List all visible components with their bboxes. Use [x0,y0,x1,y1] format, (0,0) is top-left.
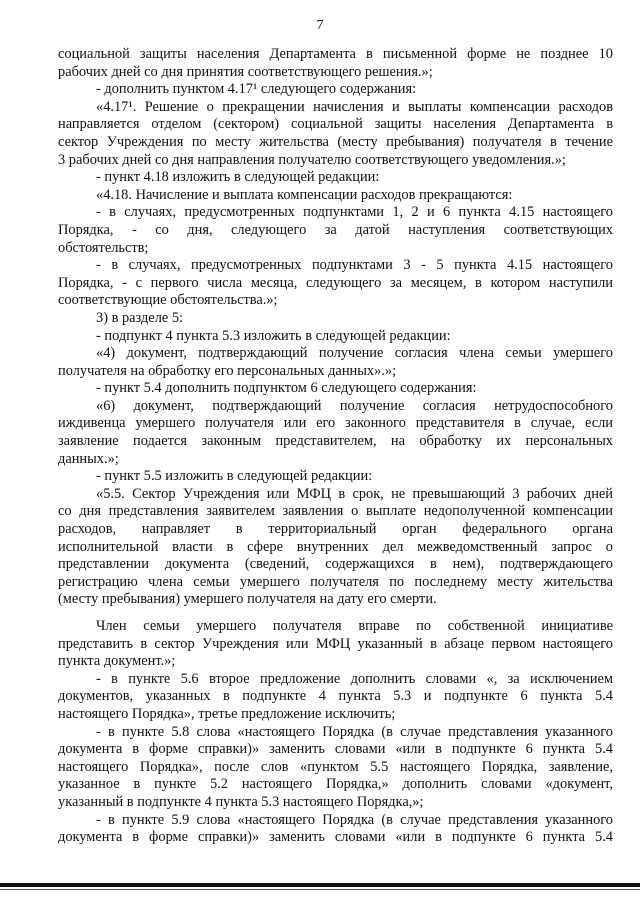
text-line: «4.17¹. Решение о прекращении начисления и выплаты компенсации расходов [96,98,613,115]
text-line: - в случаях, предусмотренных подпунктами 1, 2 и 6 пункта 4.15 настоящего [96,204,613,221]
text-line: документа в форме справки)» заменить словами «или в подпункте 6 пункта 5.4 [58,829,613,846]
text-line: настоящего Порядка», третье предложение исключить; [58,705,396,722]
text-line: Порядка, - со дня, следующего за датой наступления соответствующих [58,221,613,238]
text-line: сектор Учреждения по месту жительства (месту пребывания) получателя в течение [58,133,613,150]
text-line: представлении документа (сведений, содержащихся в нем), подтверждающего [58,556,613,573]
text-line: - в случаях, предусмотренных подпунктами 3 - 5 пункта 4.15 настоящего [96,257,613,274]
text-line: рабочих дней со дня принятия соответствующего решения.»; [58,63,433,80]
text-line: - в пункте 5.9 слова «настоящего Порядка (в случае представления указанного [96,811,613,828]
text-line: настоящего Порядка», после слов «пунктом 5.5 настоящего Порядка, заявление, [58,758,613,775]
document-body [58,46,613,847]
text-line: соответствующие обстоятельства.»; [58,292,278,309]
text-line: социальной защиты населения Департамента в письменной форме не позднее 10 [58,46,613,62]
text-line: представить в сектор Учреждения или МФЦ указанный в абзаце первом настоящего [58,635,613,652]
text-line: - подпункт 4 пункта 5.3 изложить в следующей редакции: [96,327,451,344]
text-line: пункта документ.»; [58,653,176,670]
text-line: «4) документ, подтверждающий получение согласия члена семьи умершего [96,345,613,362]
page-number: 7 [316,18,324,33]
text-line: регистрацию члена семьи умершего получателя по последнему месту жительства [58,573,613,590]
text-line: расходов, направляет в территориальный орган федерального органа [58,521,613,538]
text-line: 3) в разделе 5: [96,309,184,326]
text-line: документов, указанных в подпункте 4 пункта 5.3 и подпункте 6 пункта 5.4 [58,688,613,705]
text-line: со дня представления заявителем заявления о выплате недополученной компенсации [58,503,613,520]
text-line: - в пункте 5.6 второе предложение дополнить словами «, за исключением [96,670,613,687]
text-line: - в пункте 5.8 слова «настоящего Порядка (в случае представления указанного [96,723,613,740]
text-line: 3 рабочих дней со дня направления получателю соответствующего уведомления.»; [58,151,566,168]
text-line: иждивенца умершего получателя или его законного представителя в случае, если [58,415,613,432]
text-line: «4.18. Начисление и выплата компенсации расходов прекращаются: [96,186,513,203]
text-line: - пункт 5.5 изложить в следующей редакции: [96,468,373,485]
text-line: Член семьи умершего получателя вправе по собственной инициативе [96,618,613,634]
text-line: документа в форме справки)» заменить словами «или в подпункте 6 пункта 5.4 [58,741,613,758]
text-line: данных.»; [58,450,119,467]
text-line: Порядка, - с первого числа месяца, следующего за месяцем, в котором наступили [58,274,613,291]
text-line: заявление подается законным представителем, на обработку их персональных [58,433,613,450]
text-line: исполнительной власти в сфере внутренних дел межведомственный запрос о [58,538,613,555]
text-line: «6) документ, подтверждающий получение согласия нетрудоспособного [96,397,613,414]
text-line: - пункт 5.4 дополнить подпунктом 6 следующего содержания: [96,380,477,397]
text-line: - дополнить пунктом 4.17¹ следующего содержания: [96,81,417,98]
text-line: (месту пребывания) умершего получателя на дату его смерти. [58,591,437,608]
text-line: направляется отделом (сектором) социальной защиты населения Департамента в [58,116,613,133]
text-line: получателя на обработку его персональных данных».»; [58,362,397,379]
text-line: обстоятельств; [58,239,149,256]
text-line: «5.5. Сектор Учреждения или МФЦ в срок, не превышающий 3 рабочих дней [96,485,613,502]
bottom-scan-border [0,883,640,887]
text-line: - пункт 4.18 изложить в следующей редакции: [96,169,380,186]
text-line: указанное в пункте 5.2 настоящего Порядка,» дополнить словами «документ, [58,776,613,793]
text-line: указанный в подпункте 4 пункта 5.3 настоящего Порядка,»; [58,793,424,810]
bottom-scan-border-thin [0,889,640,890]
